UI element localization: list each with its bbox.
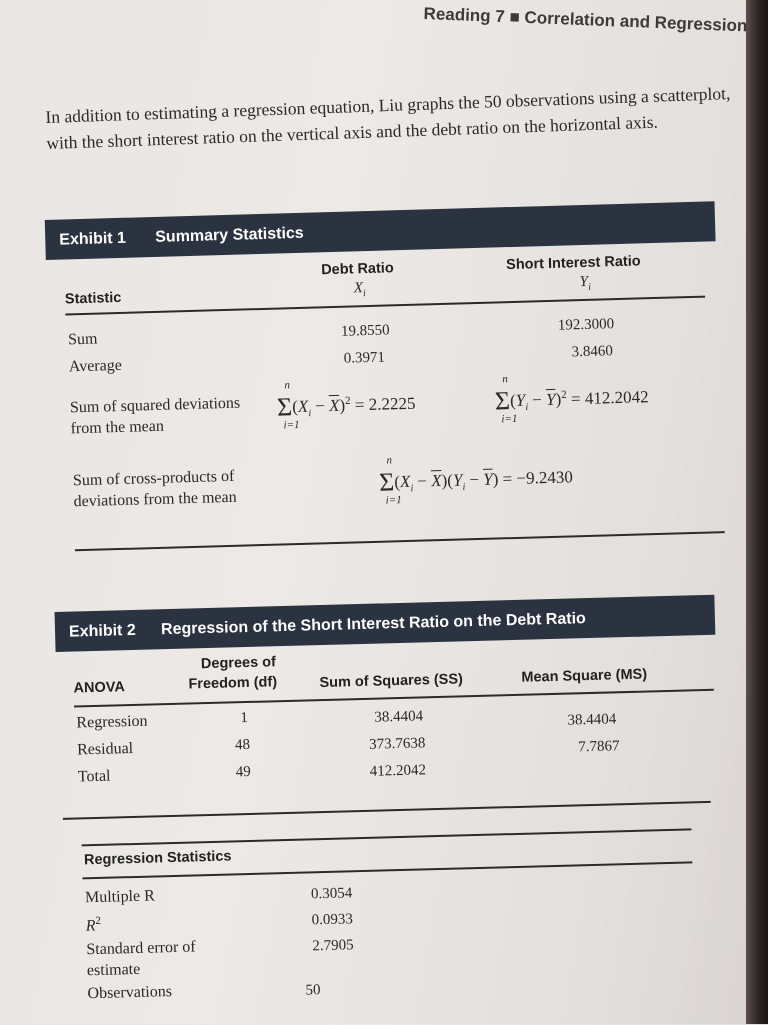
exhibit-2-header-rule: [74, 689, 714, 708]
observations-label: Observations: [87, 983, 173, 1003]
intro-paragraph: In addition to estimating a regression equation, Liu graphs the 50 observations using a scatterplot, with the short interest ratio on the vertical axis and the debt ratio on the horizontal axis.: [45, 82, 731, 153]
observations-value: 50: [305, 982, 321, 999]
col-df-header-line2: Freedom (df): [188, 674, 278, 693]
ssd-y-formula: n $\Sigma(Y_i - \overline{Y})^2 = 412.2042$ i=1: [494, 373, 649, 426]
col-ss-header: Sum of Squares (SS): [319, 671, 464, 692]
exhibit-2-title: Regression of the Short Interest Ratio on the Debt Ratio: [160, 610, 587, 639]
row-scp-label-line1: Sum of cross-products of: [72, 467, 235, 490]
ssd-x-value: 2.2225: [368, 393, 416, 415]
se-value: 2.7905: [312, 937, 354, 955]
scp-value: −9.2430: [516, 467, 574, 488]
se-label-line1: Standard error of: [86, 938, 196, 959]
anova-row-regression-df: 1: [240, 709, 249, 727]
col-df-header-line1: Degrees of: [200, 654, 277, 673]
row-ssd-label-line2: from the mean: [70, 417, 165, 438]
multiple-r-label: Multiple R: [84, 887, 156, 907]
average-y-value: 3.8460: [571, 343, 614, 361]
reg-stats-top-rule: [82, 828, 692, 845]
anova-row-total-df: 49: [235, 763, 251, 781]
anova-row-regression-ss: 38.4404: [374, 708, 424, 726]
col-debt-ratio-header: Debt Ratio: [321, 260, 394, 279]
r-squared-label: $R^2$: [85, 914, 102, 935]
anova-row-residual-df: 48: [234, 736, 251, 754]
r-squared-value: 0.0933: [311, 911, 354, 929]
anova-row-regression-ms: 38.4404: [567, 711, 617, 729]
average-x-value: 0.3971: [343, 349, 386, 367]
ssd-x-formula: n $\Sigma(X_i - \overline{X})^2 = 2.2225$ i=1: [276, 379, 416, 432]
col-debt-symbol: $X_i$: [353, 280, 367, 300]
row-scp-label-line2: deviations from the mean: [73, 488, 237, 511]
anova-bottom-rule: [63, 801, 711, 820]
anova-row-residual-ss: 373.7638: [368, 735, 426, 753]
sum-y-value: 192.3000: [557, 316, 615, 334]
col-statistic-header: Statistic: [64, 289, 122, 308]
anova-row-regression-label: Regression: [76, 712, 148, 732]
exhibit-2-banner: [55, 595, 716, 652]
exhibit-1-title: Summary Statistics: [155, 224, 304, 246]
col-ms-header: Mean Square (MS): [521, 666, 648, 686]
multiple-r-value: 0.3054: [310, 885, 353, 903]
row-ssd-label-line1: Sum of squared deviations: [69, 394, 241, 417]
anova-row-total-ss: 412.2042: [369, 762, 427, 780]
running-head: Reading 7 ■ Correlation and Regression: [423, 4, 748, 36]
anova-row-residual-ms: 7.7867: [578, 738, 620, 756]
se-label-line2: estimate: [86, 960, 141, 980]
ssd-y-value: 412.2042: [584, 387, 649, 408]
col-anova-header: ANOVA: [73, 679, 126, 697]
sum-x-value: 19.8550: [340, 322, 390, 340]
row-sum-label: Sum: [67, 330, 98, 349]
row-average-label: Average: [68, 356, 123, 376]
scp-formula: n $\Sigma(X_i - \overline{X})(Y_i - \overline{Y}) = -9.2430$ i=1: [378, 454, 574, 507]
exhibit-2-number: Exhibit 2: [68, 621, 136, 641]
exhibit-1-number: Exhibit 1: [59, 229, 127, 249]
col-short-interest-header: Short Interest Ratio: [505, 253, 641, 274]
col-short-symbol: $Y_i$: [579, 273, 592, 293]
anova-row-total-label: Total: [77, 767, 111, 786]
anova-row-residual-label: Residual: [76, 739, 134, 759]
reg-stats-title: Regression Statistics: [83, 848, 232, 869]
